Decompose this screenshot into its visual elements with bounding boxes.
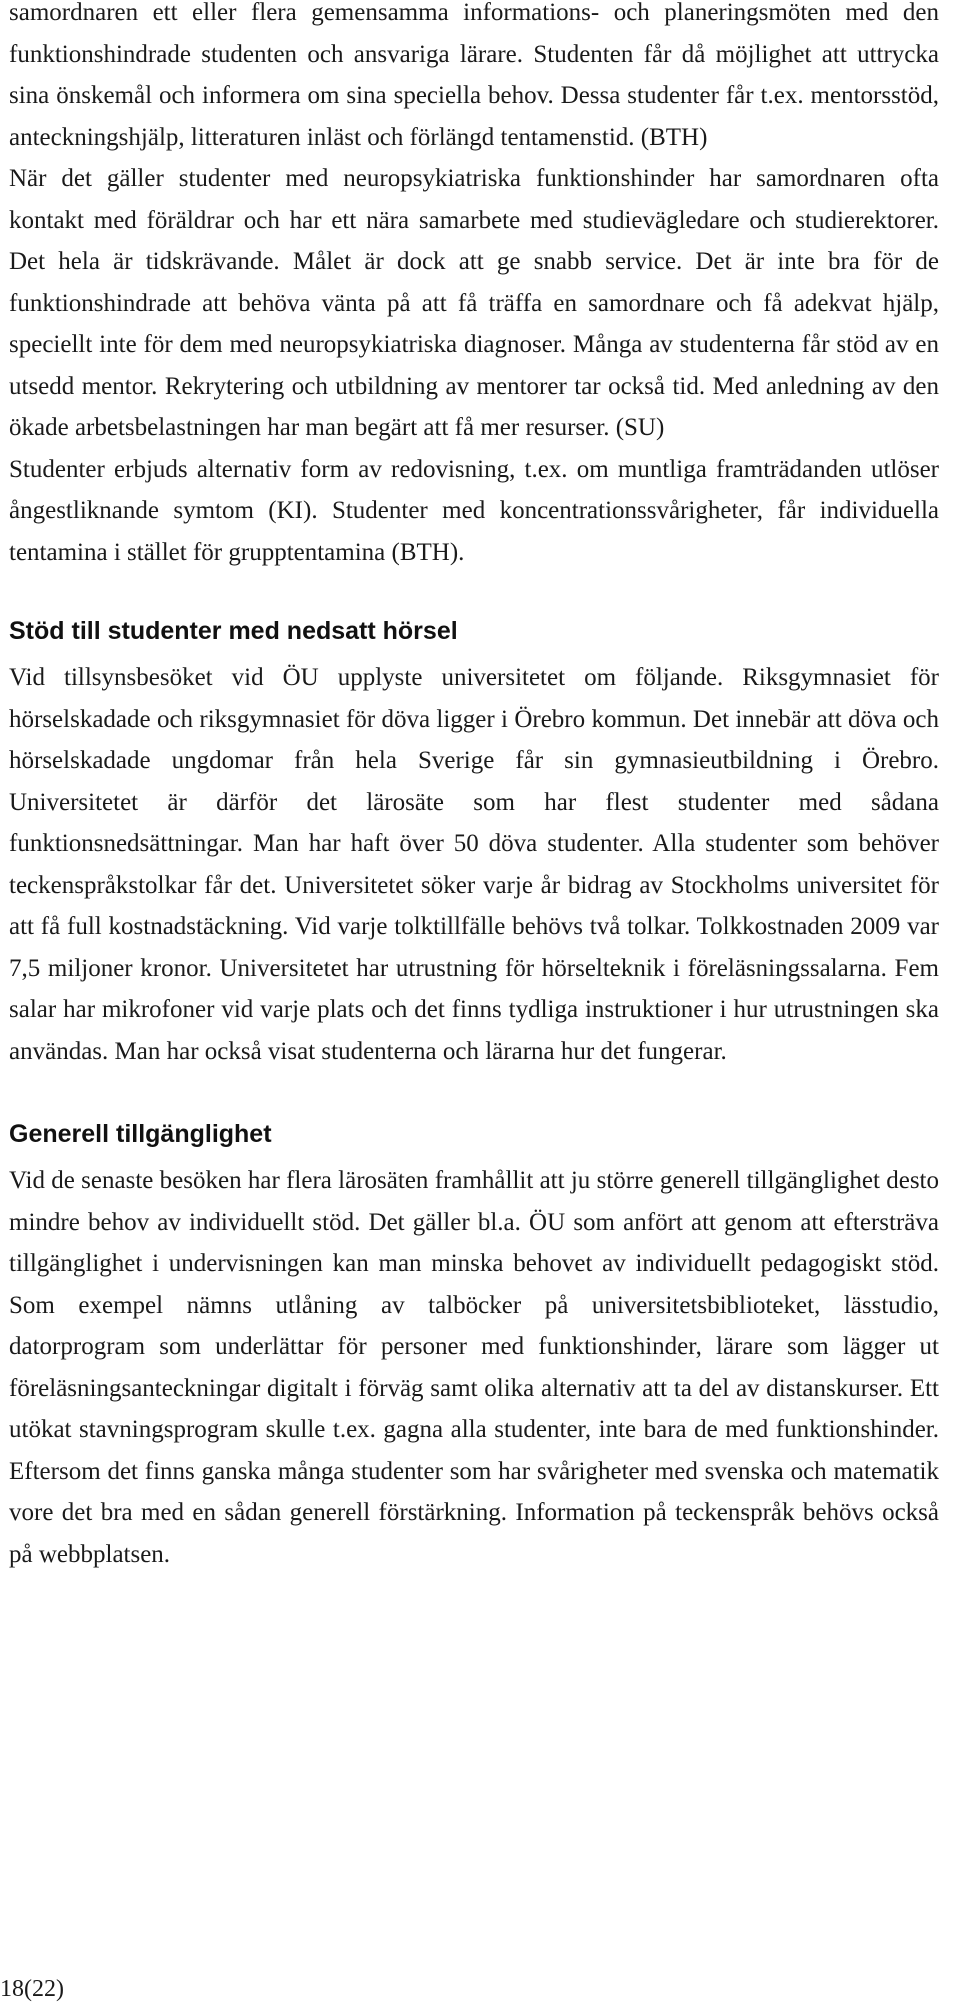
page-number: 18(22) xyxy=(0,1976,64,2002)
paragraph-alternative-examination: Studenter erbjuds alternativ form av redovisning, t.ex. om muntliga framträdanden utlöser ångestliknande symtom (KI). Studenter med koncentrationssvårigheter, får individuella tentamina i stället för grupptentamina (BTH). xyxy=(9,455,939,566)
paragraph-coordinator-meetings: samordnaren ett eller flera gemensamma informations- och planeringsmöten med den funktionshindrade studenten och ansvariga lärare. Studenten får då möjlighet att uttrycka sina önskemål och informera om sina speciella behov. Dessa studenter får t.ex. mentorsstöd, anteckningshjälp, litteraturen inläst och förlängd tentamenstid. (BTH) xyxy=(9,0,939,151)
paragraph-neuropsychiatric-support: När det gäller studenter med neuropsykiatriska funktionshinder har samordnaren ofta kontakt med föräldrar och har ett nära samarbete med studievägledare och studierektorer. Det hela är tidskrävande. Målet är dock att ge snabb service. Det är inte bra för de funktionshindrade att behöva vänta på att få träffa en samordnare och få adekvat hjälp, speciellt inte för dem med neuropsykiatriska diagnoser. Många av studenterna får stöd av en utsedd mentor. Rekrytering och utbildning av mentorer tar också tid. Med anledning av den ökade arbetsbelastningen har man begärt att få mer resurser. (SU) xyxy=(9,165,939,441)
paragraph-general-accessibility: Vid de senaste besöken har flera lärosäten framhållit att ju större generell tillgänglighet desto mindre behov av individuellt stöd. Det gäller bl.a. ÖU som anfört att genom att eftersträva tillgänglighet i undervisningen kan man minska behovet av individuellt pedagogiskt stöd. Som exempel nämns utlåning av talböcker på universitetsbiblioteket, lässtudio, datorprogram som underlättar för personer med funktionshinder, lärare som lägger ut föreläsningsanteckningar digitalt i förväg samt olika alternativ att ta del av distanskurser. Ett utökat stavningsprogram skulle t.ex. gagna alla studenter, inte bara de med funktionshinder. Eftersom det finns ganska många studenter som har svårigheter med svenska och matematik vore det bra med en sådan generell förstärkning. Information på teckenspråk behövs också på webbplatsen. xyxy=(9,1167,939,1568)
document-page xyxy=(9,0,939,1575)
paragraph-hearing-support: Vid tillsynsbesöket vid ÖU upplyste universitetet om följande. Riksgymnasiet för hörselskadade och riksgymnasiet för döva ligger i Örebro kommun. Det innebär att döva och hörselskadade ungdomar från hela Sverige får sin gymnasieutbildning i Örebro. Universitetet är därför det lärosäte som har flest studenter med sådana funktionsnedsättningar. Man har haft över 50 döva studenter. Alla studenter som behöver teckenspråkstolkar får det. Universitetet söker varje år bidrag av Stockholms universitet för att få full kostnadstäckning. Vid varje tolktillfälle behövs två tolkar. Tolkkostnaden 2009 var 7,5 miljoner kronor. Universitetet har utrustning för hörselteknik i föreläsningssalarna. Fem salar har mikrofoner vid varje plats och det finns tydliga instruktioner i hur utrustningen ska användas. Man har också visat studenterna och lärarna hur det fungerar. xyxy=(9,664,939,1065)
section-heading-general-accessibility: Generell tillgänglighet xyxy=(9,1120,272,1148)
section-heading-hearing: Stöd till studenter med nedsatt hörsel xyxy=(9,617,458,645)
